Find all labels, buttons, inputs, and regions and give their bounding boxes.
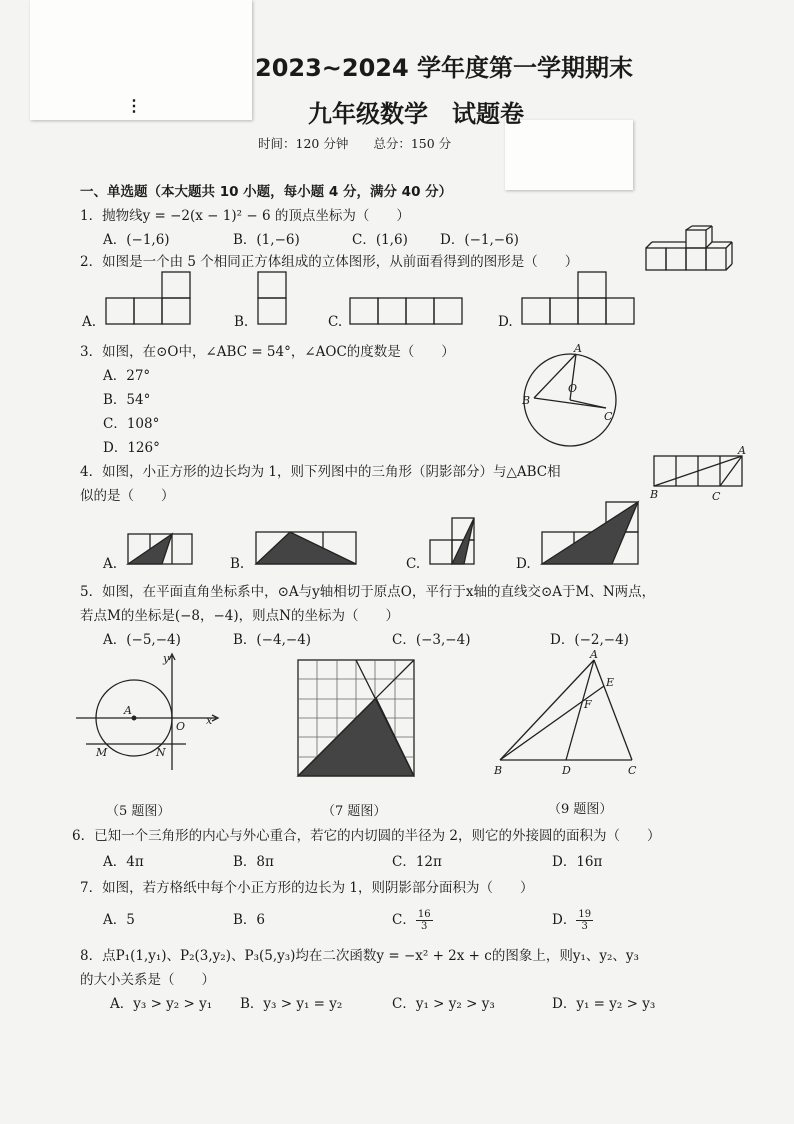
exam-title-line1: 2023~2024 学年度第一学期期末 xyxy=(255,54,634,82)
q2-stem: 2．如图是一个由 5 个相同正方体组成的立体图形，从前面看得到的图形是（ ） xyxy=(80,254,579,270)
q2-solid-figure xyxy=(646,226,734,274)
q1-option-b: B．(1,−6) xyxy=(233,232,300,248)
fig9-caption: （9 题图） xyxy=(548,802,613,817)
fig5-coordinate-figure xyxy=(76,652,226,772)
q2-option-b: B. xyxy=(234,314,249,330)
q3-circle-figure xyxy=(520,344,630,456)
q2-option-a: A. xyxy=(82,314,97,330)
q1-stem: 1．抛物线y = −2(x − 1)² − 6 的顶点坐标为（ ） xyxy=(80,208,410,224)
q4-label-a: A xyxy=(738,444,746,457)
q4-stem-line2: 似的是（ ） xyxy=(80,488,175,504)
q8-stem-line2: 的大小关系是（ ） xyxy=(80,972,215,988)
q1-option-d: D．(−1,−6) xyxy=(440,232,519,248)
fig7-grid-figure xyxy=(298,660,416,780)
q8-option-d: D．y₁ = y₂ > y₃ xyxy=(552,996,656,1012)
q4-option-b-figure xyxy=(256,528,360,568)
q3-option-a: A．27° xyxy=(103,368,151,384)
q7-option-c-fraction xyxy=(416,909,433,932)
q7-option-c-letter: C． xyxy=(392,912,416,928)
q6-option-a: A．4π xyxy=(103,854,144,870)
q7-option-d xyxy=(552,908,593,932)
q4-option-c-figure xyxy=(428,516,478,568)
paper-patch-right xyxy=(505,120,633,190)
q7-option-d-letter: D． xyxy=(552,912,577,928)
exam-title-line2: 九年级数学 试题卷 xyxy=(308,100,524,128)
fig5-label-m: M xyxy=(96,746,108,759)
q4-option-a-figure xyxy=(128,530,196,568)
q5-option-d: D．(−2,−4) xyxy=(550,632,629,648)
q1-option-c: C．(1,6) xyxy=(352,232,408,248)
q4-option-c: C. xyxy=(406,556,421,572)
q6-option-c: C．12π xyxy=(392,854,442,870)
q5-stem-line2: 若点M的坐标是(−8，−4)，则点N的坐标为（ ） xyxy=(80,608,399,624)
q4-option-d-figure xyxy=(542,500,640,568)
q1-option-a: A．(−1,6) xyxy=(103,232,170,248)
q3-option-d: D．126° xyxy=(103,440,160,456)
fig9-label-c: C xyxy=(628,764,637,777)
q4-option-d: D. xyxy=(516,556,531,572)
fig9-label-f: F xyxy=(584,698,592,711)
q7-option-b: B．6 xyxy=(233,912,266,928)
q3-label-o: O xyxy=(568,382,578,395)
q2-option-b-figure xyxy=(258,272,288,324)
q2-option-a-figure xyxy=(106,272,194,324)
fig9-label-e: E xyxy=(606,676,615,689)
q8-stem-line1: 8．点P₁(1,y₁)、P₂(3,y₂)、P₃(5,y₃)均在二次函数y = −x² + 2x + c的图象上，则y₁、y₂、y₃ xyxy=(80,948,639,964)
q7-option-a: A．5 xyxy=(103,912,135,928)
q7-d-denominator: 3 xyxy=(581,921,588,932)
q5-option-b: B．(−4,−4) xyxy=(233,632,312,648)
fig9-label-a: A xyxy=(590,648,598,661)
q8-option-c: C．y₁ > y₂ > y₃ xyxy=(392,996,495,1012)
q3-option-b: B．54° xyxy=(103,392,151,408)
q3-label-b: B xyxy=(522,394,531,407)
q7-stem: 7．如图，若方格纸中每个小正方形的边长为 1，则阴影部分面积为（ ） xyxy=(80,880,534,896)
fig9-triangle-figure xyxy=(490,650,640,780)
q5-option-a: A．(−5,−4) xyxy=(103,632,181,648)
q8-option-a: A．y₃ > y₂ > y₁ xyxy=(110,996,213,1012)
fig5-caption: （5 题图） xyxy=(106,804,171,819)
q3-label-a: A xyxy=(574,342,582,355)
q3-stem: 3．如图，在⊙O中，∠ABC = 54°，∠AOC的度数是（ ） xyxy=(80,344,455,360)
q7-c-numerator: 16 xyxy=(417,909,431,920)
fig5-label-n: N xyxy=(156,746,166,759)
q2-option-c: C. xyxy=(328,314,343,330)
q4-stem-line1: 4．如图，小正方形的边长均为 1，则下列图中的三角形（阴影部分）与△ABC相 xyxy=(80,464,561,480)
fig7-caption: （7 题图） xyxy=(322,804,387,819)
q5-stem-line1: 5．如图，在平面直角坐标系中，⊙A与y轴相切于原点O，平行于x轴的直线交⊙A于M、N两点， xyxy=(80,584,656,600)
q7-d-numerator: 19 xyxy=(578,909,592,920)
fig5-label-o: O xyxy=(176,720,186,733)
exam-info: 时间：120 分钟 总分：150 分 xyxy=(258,136,452,151)
q4-option-b: B. xyxy=(230,556,245,572)
q4-label-b: B xyxy=(650,488,659,501)
q7-option-c xyxy=(392,908,433,932)
q7-option-d-fraction xyxy=(576,909,593,932)
q6-option-b: B．8π xyxy=(233,854,274,870)
q2-option-d: D. xyxy=(498,314,513,330)
q8-option-b: B．y₃ > y₁ = y₂ xyxy=(240,996,343,1012)
q2-option-d-figure xyxy=(522,272,638,324)
fig5-label-x: x xyxy=(206,714,213,727)
fig9-label-d: D xyxy=(562,764,571,777)
fig5-label-a: A xyxy=(124,704,132,717)
fig5-label-y: y xyxy=(163,652,170,665)
q6-stem: 6．已知一个三角形的内心与外心重合，若它的内切圆的半径为 2，则它的外接圆的面积为（ ） xyxy=(72,828,661,844)
q4-abc-figure xyxy=(650,444,746,503)
q5-option-c: C．(−3,−4) xyxy=(392,632,471,648)
fig9-label-b: B xyxy=(494,764,503,777)
q2-option-c-figure xyxy=(350,298,466,326)
section-heading: 一、单选题（本大题共 10 小题，每小题 4 分，满分 40 分） xyxy=(80,184,453,200)
dots-mark: ⋮ xyxy=(126,96,142,115)
q3-option-c: C．108° xyxy=(103,416,160,432)
q7-c-denominator: 3 xyxy=(421,921,428,932)
q3-label-c: C xyxy=(604,410,613,423)
q4-option-a: A. xyxy=(103,556,118,572)
q6-option-d: D．16π xyxy=(552,854,603,870)
q4-label-c: C xyxy=(712,490,721,503)
